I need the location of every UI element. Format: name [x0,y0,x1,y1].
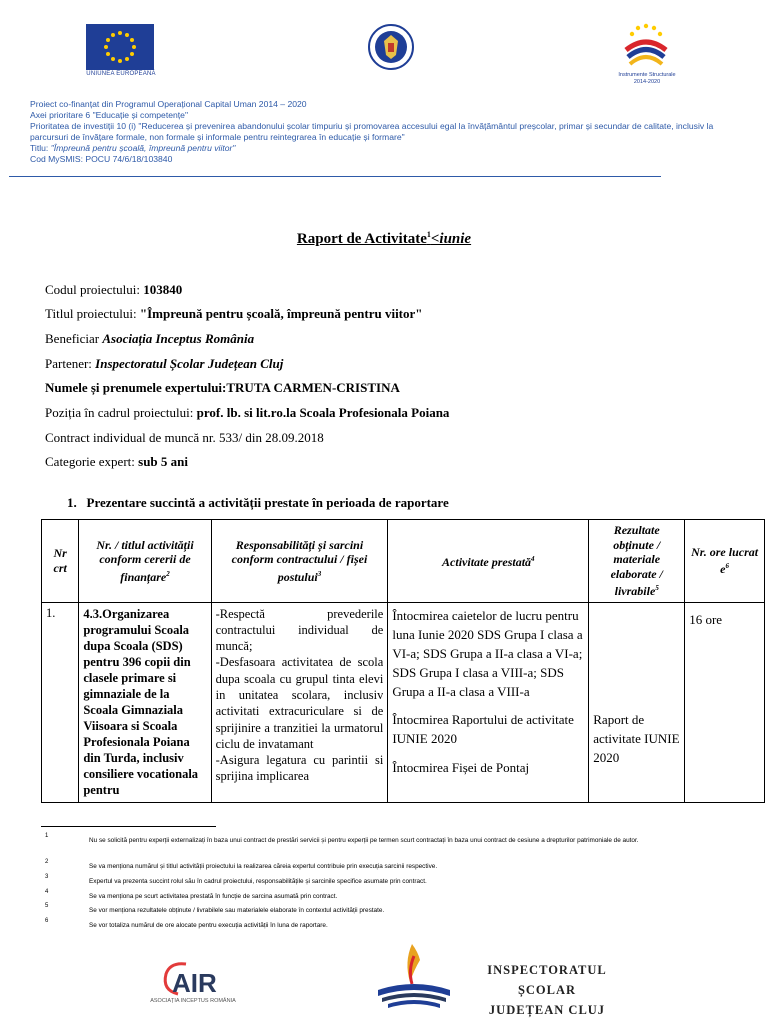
header-activity-done [388,520,589,603]
position-value: prof. lb. si lit.ro.la Scoala Profesionala Poiana [196,405,450,420]
structural-instruments-logo [616,20,676,70]
header-done-text: Activitate prestată [442,555,532,569]
code-value: 103840 [143,282,183,297]
category-label: Categorie expert: [45,454,139,469]
cell-hours [685,602,765,802]
partner-value: Inspectoratul Școlar Județean Cluj [95,356,284,371]
done-item-2: Întocmirea Raportului de activitate IUNIE 2020 [392,711,574,746]
project-title-value: "Împreună pentru școală, împreună pentru viitor" [50,143,236,153]
footnote-text: Expertul va prezenta succint rolul său în cadrul proiectului, responsabilitățile și sarcinile specifice asumate prin contract. [89,878,427,885]
done-item-1: Întocmirea caietelor de lucru pentru luna Iunie 2020 SDS Grupa I clasa a VI-a; SDS Grupa a II-a clasa a VI-a; SDS Grupa I clasa a VIII-a; SDS Grupa a II-a clasa a VIII-a [392,607,583,700]
table-row [42,602,765,802]
beneficiary-value: Asociația Inceptus România [102,331,255,346]
cell-activity-text: 4.3.Organizarea programului Scoala dupa Scoala (SDS) pentru 396 copii din clasele primare si gimnaziale de la Scoala Gimnaziala Viisoara si Scoala Profesionala Poiana din Turda, inclusiv consiliere vocationala pentru [83,606,199,797]
cell-results [589,602,685,802]
project-title-line [30,143,750,154]
report-title-month: <iunie [430,231,472,247]
beneficiary-label: Beneficiar [45,331,103,346]
cell-results-text: Raport de activitate IUNIE 2020 [593,711,680,765]
eu-stars-icon [86,24,154,70]
footnote-text: Nu se solicită pentru experții externalizați în baza unui contract de prestări servicii și pentru experții pe termen scurt contractați în baza unui contract de cesiune a drepturilor patrimoniale de autor. [89,837,639,844]
footnote-text: Se va menționa numărul și titlul activității proiectului la realizarea căreia expertul contribuie prin execuția sarcinii respective. [89,863,438,870]
footnote-5 [45,903,715,915]
section-number: 1. [67,495,77,510]
header-activity-text: Nr. / titlul activității conform cererii de finanțare [96,537,194,584]
is-caption-line1: Instrumente Structurale [618,72,676,78]
footnote-number: 6 [45,918,49,924]
government-seal-logo [368,24,414,70]
footnote-3 [45,874,715,886]
project-line-3: Prioritatea de investiții 10 (i) "Reducerea și prevenirea abandonului școlar timpuriu și promovarea accesului egal la învățământul preșcolar, primar și secundar de calitate, inclusiv la parcursuri de învățare formale, non formale și informale pentru reintegrarea în educație și formare" [30,121,714,142]
header-hours-sup: 6 [725,562,729,571]
report-title-main: Raport de Activitate [296,231,427,247]
header-results-text: Rezultate obținute / materiale elaborate / livrabile [610,523,663,598]
project-info [30,99,750,165]
header-divider [9,176,661,177]
header-hours-text: Nr. ore lucrat e [691,544,759,577]
info-project-title [45,306,423,322]
header-responsibilities [211,520,388,603]
title-label: Titlul proiectului: [45,306,140,321]
done-item-3: Întocmirea Fișei de Pontaj [392,759,530,775]
info-partner [45,356,283,372]
cell-hours-text: 16 ore [689,611,723,627]
report-title-sup: 1 [426,230,431,239]
header-done-sup: 4 [531,555,535,563]
info-position [45,405,449,421]
footnote-text: Se vor totaliza numărul de ore alocate pentru execuția activității în luna de raportare. [89,922,328,929]
section-heading [67,495,449,511]
eu-flag-logo [86,24,154,70]
header-resp-text: Responsabilități și sarcini conform contractului / fișei postului [231,537,368,584]
title-value: "Împreună pentru școală, împreună pentru viitor" [139,306,423,321]
report-title-text [297,231,471,247]
category-value: sub 5 ani [138,454,189,469]
footnote-number: 3 [45,874,49,880]
project-title-label: Titlu: [30,143,51,153]
header-results [589,520,685,603]
section-title: Prezentare succintă a activității prestate în perioada de raportare [86,495,449,510]
header-hours [685,520,765,603]
cell-activity [79,602,211,802]
isj-name [462,960,632,1020]
air-caption: ASOCIAȚIA INCEPTUS ROMÂNIA [150,998,236,1004]
table-header-row [42,520,765,603]
cell-activity-done [388,602,589,802]
is-caption-line2: 2014-2020 [633,78,661,85]
footnote-6 [45,918,715,930]
info-contract: Contract individual de muncă nr. 533/ din 28.09.2018 [45,430,324,445]
structural-instruments-caption [604,72,690,85]
eu-caption: UNIUNEA EUROPEANĂ [86,71,156,77]
activity-table [41,519,765,803]
cell-nr: 1. [42,602,79,802]
partner-label: Partener: [45,356,96,371]
cell-resp-text: -Respectă prevederile contractului individual de muncă; -Desfasoara activitatea de scola dupa scoala cu grupul tinta elevi in unitatea scolara, inclusiv activitati extracuriculare si de sprijinire a tranzitiei la urmatorul ciclu de invatamant -Asigura legatura cu parintii si sprijina implicarea [215,606,384,784]
code-label: Codul proiectului: [45,282,144,297]
header-resp-sup: 3 [317,569,322,578]
project-line-2: Axei prioritare 6 "Educație și competențe" [30,110,189,120]
project-code: Cod MySMIS: POCU 74/6/18/103840 [30,154,173,164]
position-label: Poziția în cadrul proiectului: [45,405,197,420]
report-title [0,230,768,248]
info-category [45,454,188,470]
footnote-number: 5 [45,903,49,909]
info-expert-name: Numele și prenumele expertului:TRUTA CARMEN-CRISTINA [45,380,400,395]
footnote-number: 4 [45,889,49,895]
footnote-number: 2 [45,859,49,865]
header-results-sup: 5 [655,584,659,592]
footnote-1 [45,833,715,845]
isj-name-line2: JUDEȚEAN CLUJ [488,1003,606,1017]
footnote-2 [45,859,715,871]
footnote-4 [45,889,715,901]
isj-name-line1: INSPECTORATUL ȘCOLAR [487,963,607,997]
info-project-code [45,282,182,298]
header-activity [79,520,211,603]
header-activity-sup: 2 [166,569,170,578]
info-beneficiary [45,331,254,347]
footnote-divider [41,826,216,827]
footnote-number: 1 [45,833,49,839]
footnote-text: Se vor menționa rezultatele obținute / livrabilele sau materialele elaborate în contextul activității prestate. [89,907,385,914]
header-nr: Nr crt [42,520,79,603]
cell-responsibilities [211,602,388,802]
isj-logo [374,938,454,1016]
footnote-text: Se va menționa pe scurt activitatea prestată în funcție de sarcina asumată prin contract. [89,893,338,900]
air-letters: AIR [172,968,217,998]
project-line-1: Proiect co-finanțat din Programul Operațional Capital Uman 2014 – 2020 [30,99,307,109]
